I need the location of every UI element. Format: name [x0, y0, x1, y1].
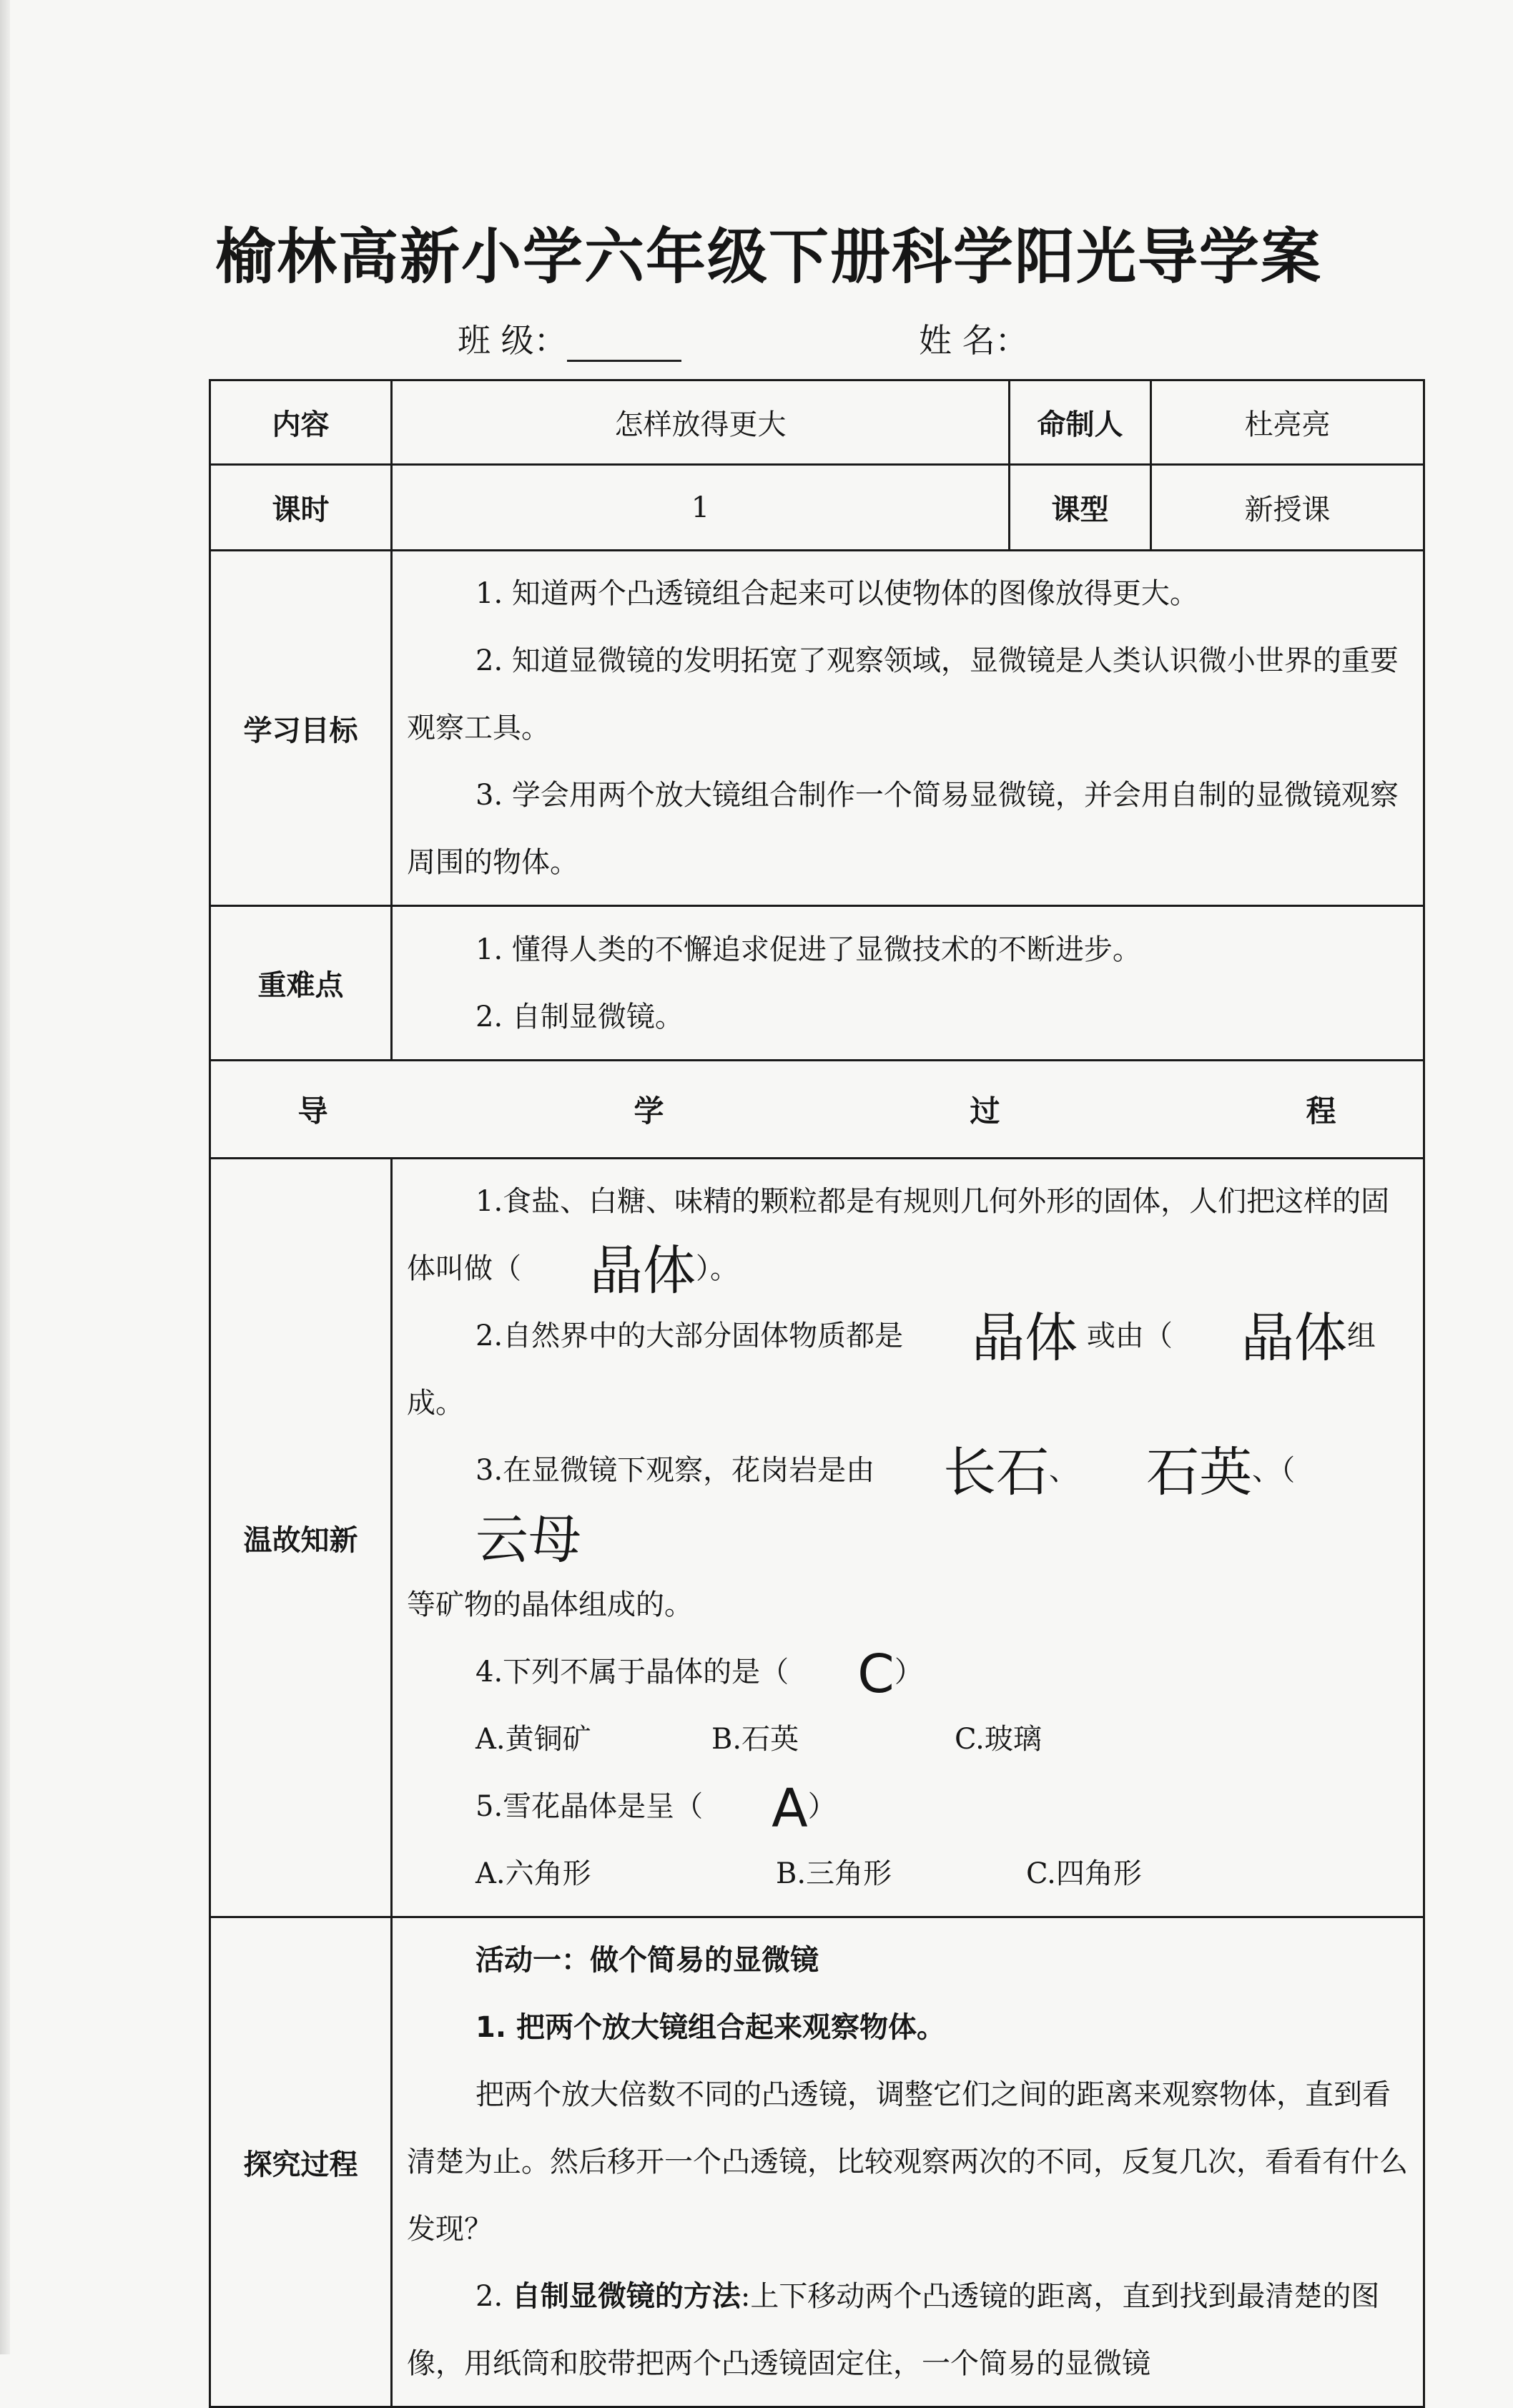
name-field	[919, 315, 1028, 362]
class-blank[interactable]	[567, 331, 681, 362]
key-point-item: 2. 自制显微镜。	[475, 1000, 684, 1033]
page-title: 榆林高新小学六年级下册科学阳光导学案	[215, 222, 1322, 292]
review-q2: 2.自然界中的大部分固体物质都是 晶体 或由（ 晶体组成。	[407, 1307, 1376, 1420]
lesson-table	[209, 379, 1425, 2408]
step2-title: 自制显微镜的方法	[511, 2280, 741, 2313]
process-char: 导	[297, 1094, 328, 1129]
review-q5-options	[407, 1840, 1409, 1907]
process-char: 过	[970, 1094, 1000, 1129]
review-q1: 1.食盐、白糖、味精的颗粒都是有规则几何外形的固体，人们把这样的固体叫做（ 晶体）。	[407, 1185, 1390, 1302]
handwritten-answer: 晶体	[1241, 1307, 1347, 1369]
key-points-label: 重难点	[210, 906, 392, 1061]
page-edge-shadow	[0, 0, 10, 2354]
handwritten-answer: 晶体	[972, 1307, 1078, 1369]
review-q3: 3.在显微镜下观察，花岗岩是由 长石、 石英、（云母	[407, 1437, 1409, 1571]
activity-title: 活动一：做个简易的显微镜	[475, 1944, 819, 1977]
review-label: 温故知新	[210, 1159, 392, 1917]
handwritten-answer: 晶体	[590, 1240, 696, 1302]
explore-content	[392, 1917, 1424, 2407]
table-row	[210, 906, 1424, 1061]
process-char: 学	[634, 1094, 664, 1129]
process-char: 程	[1306, 1094, 1336, 1129]
handwritten-answer: 云母	[475, 1509, 581, 1571]
author-value: 杜亮亮	[1151, 380, 1424, 465]
handwritten-answer: 长石	[943, 1442, 1050, 1503]
goal-item: 3. 学会用两个放大镜组合制作一个简易显微镜，并会用自制的显微镜观察周围的物体。	[407, 779, 1399, 879]
table-row	[210, 1917, 1424, 2407]
table-row	[210, 380, 1424, 465]
option: B.三角形	[776, 1857, 892, 1890]
review-q4-options	[407, 1706, 1409, 1773]
table-row	[210, 465, 1424, 551]
step1-text: 把两个放大倍数不同的凸透镜，调整它们之间的距离来观察物体，直到看清楚为止。然后移开一个凸透镜，比较观察两次的不同，反复几次，看看有什么发现？	[407, 2078, 1408, 2246]
handwritten-answer: C	[857, 1643, 895, 1705]
review-q5: 5.雪花晶体是呈（ A）	[475, 1778, 837, 1839]
key-point-item: 1. 懂得人类的不懈追求促进了显微技术的不断进步。	[475, 933, 1141, 966]
option: B.石英	[711, 1723, 799, 1756]
goal-item: 2. 知道显微镜的发明拓宽了观察领域，显微镜是人类认识微小世界的重要观察工具。	[407, 644, 1399, 744]
name-label: 姓 名：	[919, 321, 1028, 360]
table-row	[210, 551, 1424, 906]
step2-text: :上下移动两个凸透镜的距离，直到找到最清楚的图像，用纸筒和胶带把两个凸透镜固定住，一个简易的显微镜	[407, 2280, 1380, 2380]
step1-title: 1. 把两个放大镜组合起来观察物体。	[475, 2011, 945, 2044]
option: A.六角形	[475, 1857, 591, 1890]
goal-item: 1. 知道两个凸透镜组合起来可以使物体的图像放得更大。	[475, 577, 1198, 610]
review-q3-cont: 等矿物的晶体组成的。	[407, 1588, 693, 1621]
review-content	[392, 1159, 1424, 1917]
step2: 2. 自制显微镜的方法:上下移动两个凸透镜的距离，直到找到最清楚的图像，用纸筒和胶带把两个凸透镜固定住，一个简易的显微镜	[407, 2280, 1380, 2380]
option: A.黄铜矿	[475, 1723, 591, 1756]
period-value: 1	[392, 465, 1010, 551]
process-header	[210, 1061, 1424, 1159]
handwritten-answer: 石英	[1146, 1442, 1253, 1503]
handwritten-answer: A	[772, 1778, 808, 1839]
table-row	[210, 1061, 1424, 1159]
content-label: 内容	[210, 380, 392, 465]
review-q4: 4.下列不属于晶体的是（ C）	[475, 1643, 923, 1705]
class-label: 班 级：	[458, 321, 567, 360]
table-row	[210, 1159, 1424, 1917]
option: C.四角形	[1026, 1857, 1142, 1890]
goals-content	[392, 551, 1424, 906]
goals-label: 学习目标	[210, 551, 392, 906]
key-points-content	[392, 906, 1424, 1061]
period-label: 课时	[210, 465, 392, 551]
type-label: 课型	[1010, 465, 1151, 551]
content-value: 怎样放得更大	[392, 380, 1010, 465]
class-field	[458, 315, 681, 362]
explore-label: 探究过程	[210, 1917, 392, 2407]
author-label: 命制人	[1010, 380, 1151, 465]
type-value: 新授课	[1151, 465, 1424, 551]
option: C.玻璃	[955, 1723, 1042, 1756]
